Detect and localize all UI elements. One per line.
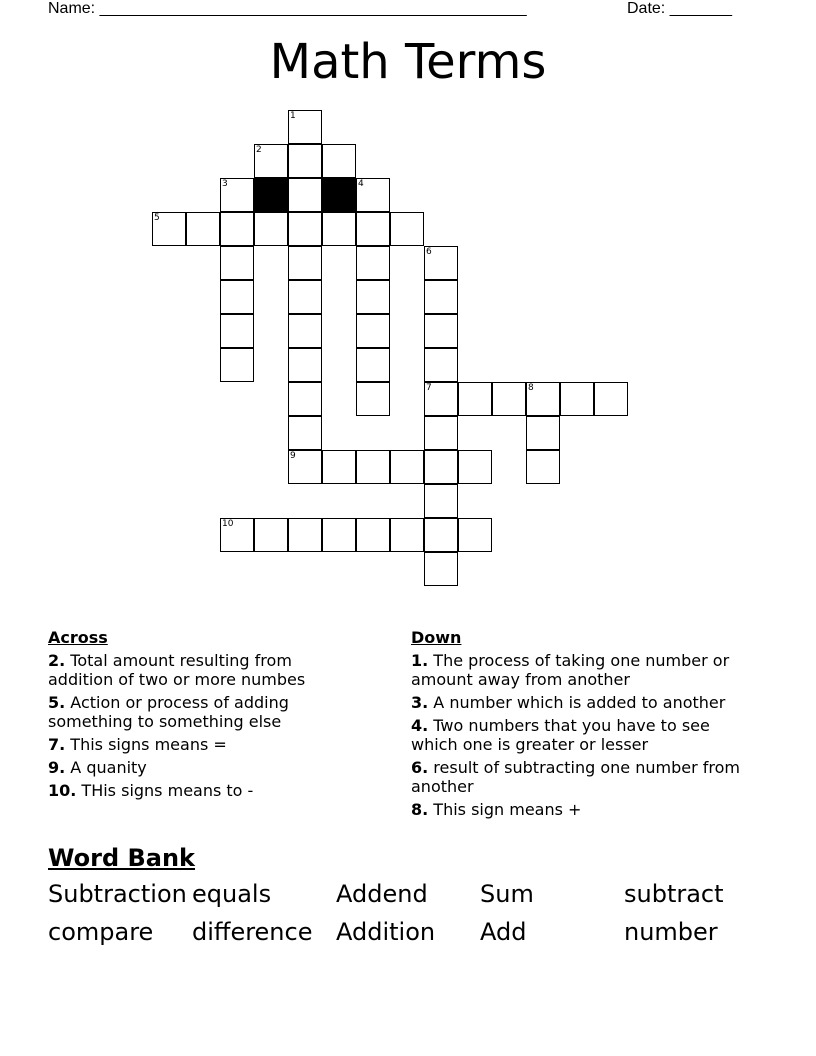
clue-number: 3 (222, 179, 228, 189)
across-clue-list (48, 651, 348, 800)
crossword-cell[interactable] (424, 416, 458, 450)
word-bank-word: Add (480, 918, 527, 946)
word-bank-word: Addend (336, 880, 428, 908)
crossword-cell[interactable] (424, 348, 458, 382)
crossword-cell[interactable] (288, 382, 322, 416)
crossword-cell[interactable] (186, 212, 220, 246)
word-bank-word: equals (192, 880, 272, 908)
crossword-cell[interactable] (152, 212, 186, 246)
date-field-label: Date: _______ (627, 0, 732, 17)
clue-item-number: 3. (411, 693, 429, 712)
crossword-cell[interactable] (322, 450, 356, 484)
crossword-cell[interactable] (594, 382, 628, 416)
clue-item-number: 8. (411, 800, 429, 819)
clue-item (411, 693, 761, 712)
clue-item-text: This sign means + (428, 800, 582, 819)
crossword-cell[interactable] (424, 518, 458, 552)
clue-item-number: 4. (411, 716, 429, 735)
crossword-cell[interactable] (424, 484, 458, 518)
clue-item (411, 651, 761, 689)
crossword-cell[interactable] (356, 280, 390, 314)
word-bank-word: compare (48, 918, 154, 946)
crossword-cell[interactable] (288, 110, 322, 144)
clue-item-number: 9. (48, 758, 66, 777)
word-bank-word: Addition (336, 918, 436, 946)
crossword-cell[interactable] (526, 450, 560, 484)
crossword-cell[interactable] (424, 450, 458, 484)
clue-number: 9 (290, 451, 296, 461)
crossword-cell[interactable] (356, 178, 390, 212)
clue-item-number: 10. (48, 781, 77, 800)
crossword-cell[interactable] (390, 518, 424, 552)
crossword-cell[interactable] (288, 416, 322, 450)
crossword-cell[interactable] (254, 144, 288, 178)
clue-item-text: result of subtracting one number from another (411, 758, 740, 796)
crossword-cell[interactable] (390, 450, 424, 484)
crossword-cell[interactable] (322, 212, 356, 246)
crossword-cell[interactable] (220, 518, 254, 552)
clue-item-text: A quanity (65, 758, 147, 777)
crossword-cell[interactable] (288, 314, 322, 348)
crossword-cell[interactable] (458, 382, 492, 416)
crossword-cell[interactable] (424, 382, 458, 416)
word-bank-word: difference (192, 918, 313, 946)
across-clues (48, 628, 348, 804)
crossword-cell[interactable] (492, 382, 526, 416)
crossword-cell[interactable] (424, 246, 458, 280)
clue-item-text: Action or process of adding something to something else (48, 693, 289, 731)
crossword-cell[interactable] (424, 552, 458, 586)
clue-item-text: This signs means = (65, 735, 227, 754)
crossword-black-cell (254, 178, 288, 212)
crossword-cell[interactable] (356, 246, 390, 280)
clue-number: 6 (426, 247, 432, 257)
crossword-cell[interactable] (356, 382, 390, 416)
clue-item-number: 5. (48, 693, 66, 712)
crossword-cell[interactable] (220, 246, 254, 280)
crossword-cell[interactable] (560, 382, 594, 416)
page-title: Math Terms (269, 34, 547, 90)
crossword-cell[interactable] (254, 518, 288, 552)
crossword-cell[interactable] (288, 144, 322, 178)
clue-item-text: Total amount resulting from addition of two or more numbes (48, 651, 306, 689)
crossword-cell[interactable] (288, 212, 322, 246)
crossword-cell[interactable] (424, 280, 458, 314)
word-bank-word: Subtraction (48, 880, 187, 908)
word-bank-word: Sum (480, 880, 534, 908)
across-heading: Across (48, 628, 108, 647)
clue-item (48, 651, 348, 689)
clue-item (411, 758, 761, 796)
clue-item-number: 7. (48, 735, 66, 754)
crossword-cell[interactable] (220, 178, 254, 212)
crossword-cell[interactable] (356, 212, 390, 246)
crossword-cell[interactable] (288, 178, 322, 212)
clue-item-text: THis signs means to - (76, 781, 254, 800)
clue-item (48, 735, 348, 754)
clue-number: 7 (426, 383, 432, 393)
clue-item (411, 716, 761, 754)
clue-number: 2 (256, 145, 262, 155)
clue-item-text: The process of taking one number or amount away from another (411, 651, 730, 689)
clue-item-text: Two numbers that you have to see which one is greater or lesser (411, 716, 710, 754)
down-heading: Down (411, 628, 462, 647)
clue-item (411, 800, 761, 819)
down-clue-list (411, 651, 761, 819)
clue-item (48, 758, 348, 777)
crossword-cell[interactable] (288, 450, 322, 484)
clue-number: 5 (154, 213, 160, 223)
clue-item-number: 6. (411, 758, 429, 777)
clue-number: 1 (290, 111, 296, 121)
crossword-cell[interactable] (322, 144, 356, 178)
crossword-cell[interactable] (288, 246, 322, 280)
name-field-label: Name: ________________________________________________ (48, 0, 527, 17)
crossword-cell[interactable] (220, 212, 254, 246)
clue-item-number: 2. (48, 651, 66, 670)
crossword-cell[interactable] (220, 280, 254, 314)
crossword-cell[interactable] (356, 518, 390, 552)
clue-number: 10 (222, 519, 234, 529)
crossword-cell[interactable] (526, 416, 560, 450)
crossword-cell[interactable] (220, 348, 254, 382)
crossword-cell[interactable] (322, 518, 356, 552)
crossword-cell[interactable] (356, 450, 390, 484)
crossword-cell[interactable] (356, 314, 390, 348)
crossword-cell[interactable] (288, 280, 322, 314)
clue-item (48, 781, 348, 800)
word-bank-title: Word Bank (48, 844, 196, 872)
crossword-black-cell (322, 178, 356, 212)
crossword-cell[interactable] (458, 518, 492, 552)
clue-number: 8 (528, 383, 534, 393)
crossword-cell[interactable] (220, 314, 254, 348)
clue-item-number: 1. (411, 651, 429, 670)
crossword-cell[interactable] (288, 518, 322, 552)
crossword-cell[interactable] (424, 314, 458, 348)
word-bank-word: number (624, 918, 718, 946)
crossword-cell[interactable] (356, 348, 390, 382)
down-clues (411, 628, 761, 823)
clue-item (48, 693, 348, 731)
crossword-cell[interactable] (288, 348, 322, 382)
clue-item-text: A number which is added to another (428, 693, 726, 712)
crossword-cell[interactable] (254, 212, 288, 246)
crossword-cell[interactable] (458, 450, 492, 484)
word-bank-word: subtract (624, 880, 724, 908)
crossword-cell[interactable] (526, 382, 560, 416)
crossword-cell[interactable] (390, 212, 424, 246)
clue-number: 4 (358, 179, 364, 189)
